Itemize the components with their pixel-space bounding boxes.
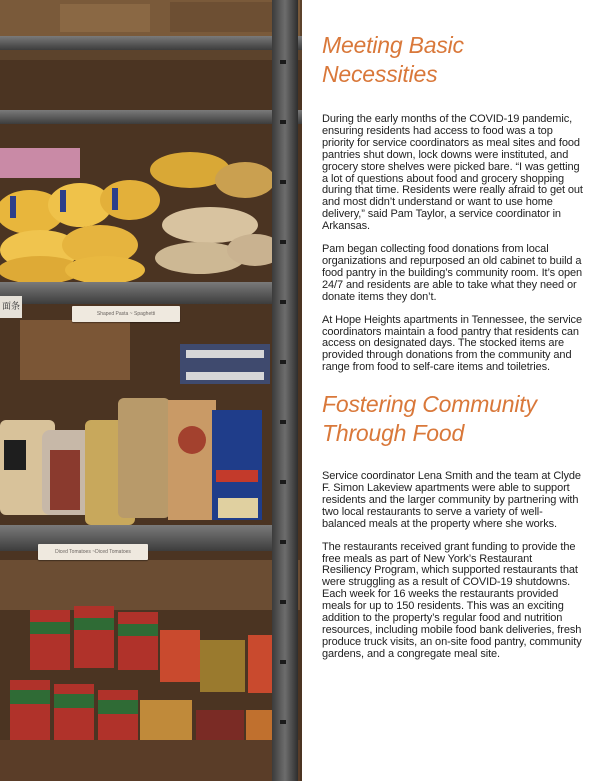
section-title-meeting-basic-necessities: [322, 31, 584, 89]
paragraph: At Hope Heights apartments in Tennessee, the service coordinators maintain a food pantry that residents can access on designated days. The stocked items are provided through donations from the community and range from food to self-care items and toiletries.: [322, 313, 582, 374]
title-line: Necessities: [322, 61, 438, 87]
paragraph: Pam began collecting food donations from local organizations and repurposed an old cabinet to build a food pantry in the building’s community room. It’s open 24/7 and residents are able to take what they need or donate items they don’t.: [322, 243, 583, 303]
shelf-label-tomatoes: Diced Tomatoes ~Diced Tomatoes: [38, 544, 148, 560]
shelf-label-pasta: Shaped Pasta ~ Spaghetti: [72, 306, 180, 322]
section-title-fostering-community: [322, 390, 584, 448]
paragraph: Service coordinator Lena Smith and the team at Clyde F. Simon Lakeview apartments were able to support residents and the larger community by partnering with two local restaurants to serve a variety of well-balanced meals at the property where she works.: [322, 470, 581, 530]
title-line: Meeting Basic: [322, 32, 464, 58]
title-line: Fostering Community: [322, 391, 537, 418]
title-line: Through Food: [322, 420, 465, 447]
chinese-shelf-label: 面条: [0, 296, 22, 318]
section-meeting-basic-necessities: [322, 31, 584, 374]
article-column: [322, 0, 584, 661]
section-fostering-community: [322, 390, 584, 661]
paragraph: The restaurants received grant funding to provide the free meals as part of New York’s Restaurant Resiliency Program, which supported restaurants that were struggling as a result of COVID-19 shutdowns. Each week for 16 weeks the restaurants provided meals for up to 150 residents. This was an exciting addition to the property’s regular food and nutrition resources, including mobile food bank deliveries, fresh produce truck visits, an on-site food pantry, community gardens, and a congregate meal site.: [322, 540, 582, 660]
paragraph: During the early months of the COVID-19 pandemic, ensuring residents had access to food was a top priority for service coordinators as meal sites and food pantries shut down, lock downs were instituted, and grocery store shelves were picked bare. “I was getting a lot of questions about food and grocery shopping during that time. Residents were really afraid to get out and most didn’t understand or want to use home delivery,” said Pam Taylor, a service coordinator in Arkansas.: [322, 113, 583, 233]
